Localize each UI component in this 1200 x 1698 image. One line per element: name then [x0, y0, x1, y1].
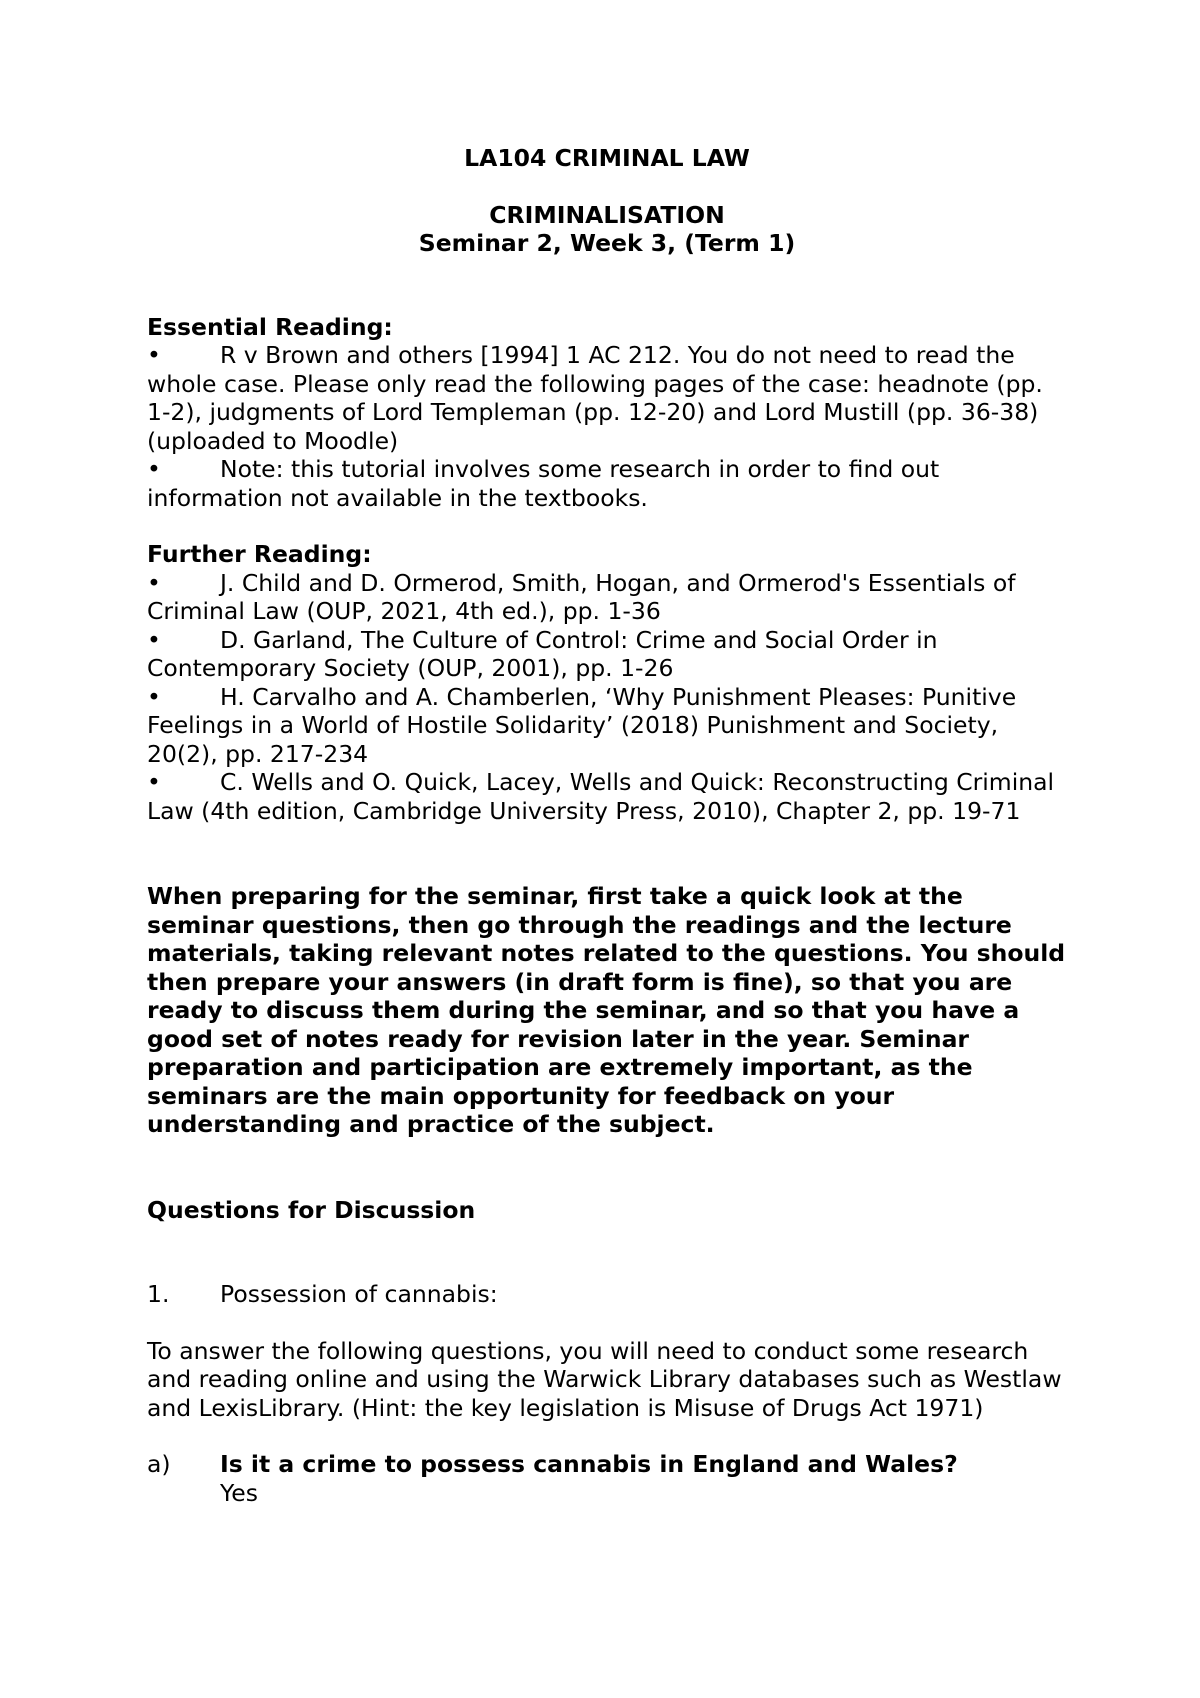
essential-reading-item — [147, 341, 1067, 455]
bullet-icon: • — [147, 455, 161, 483]
session-subtitle: Seminar 2, Week 3, (Term 1) — [418, 229, 796, 257]
topic-title: CRIMINALISATION — [489, 200, 725, 229]
further-reading-item — [147, 569, 1067, 626]
essential-reading-text: R v Brown and others [1994] 1 AC 212. You do not need to read the whole case. Please only read the following pages of the case: headnote (pp. 1-2), judgments of Lord Templeman (pp. 12-20) and Lord Mustill (pp. 36-38) (uploaded to Moodle) — [147, 341, 1043, 455]
sub-question-letter: a) — [147, 1450, 171, 1478]
further-reading-item — [147, 768, 1067, 825]
seminar-instructions: When preparing for the seminar, first take a quick look at the seminar questions, then go through the readings and the lecture materials, taking relevant notes related to the questions. You should then prepare your answers (in draft form is fine), so that you are ready to discuss them during the seminar, and so that you have a good set of notes ready for revision later in the year. Seminar preparation and participation are extremely important, as the seminars are the main opportunity for feedback on your understanding and practice of the subject. — [147, 882, 1066, 1138]
bullet-icon: • — [147, 625, 161, 654]
questions-heading: Questions for Discussion — [147, 1195, 476, 1224]
bullet-icon: • — [147, 568, 161, 597]
further-reading-item — [147, 626, 1067, 683]
further-reading-text: H. Carvalho and A. Chamberlen, ‘Why Punishment Pleases: Punitive Feelings in a World of Hostile Solidarity’ (2018) Punishment and Society, 20(2), pp. 217-234 — [147, 682, 1017, 768]
further-reading-text: J. Child and D. Ormerod, Smith, Hogan, and Ormerod's Essentials of Criminal Law (OUP, 2021, 4th ed.), pp. 1-36 — [147, 568, 1016, 625]
essential-reading-heading: Essential Reading: — [147, 312, 393, 341]
essential-reading-text: Note: this tutorial involves some research in order to find out information not available in the textbooks. — [147, 455, 940, 512]
sub-question-a — [147, 1450, 1067, 1507]
further-reading-heading: Further Reading: — [147, 540, 372, 568]
question-1 — [147, 1280, 1067, 1309]
further-reading-text: D. Garland, The Culture of Control: Crime and Social Order in Contemporary Society (OUP, 2001), pp. 1-26 — [147, 625, 938, 682]
bullet-icon: • — [147, 768, 161, 796]
sub-question-a-answer: Yes — [220, 1478, 258, 1507]
further-reading-text: C. Wells and O. Quick, Lacey, Wells and Quick: Reconstructing Criminal Law (4th edition, Cambridge University Press, 2010), Chapter 2, pp. 19-71 — [147, 768, 1055, 825]
sub-question-a-text: Is it a crime to possess cannabis in England and Wales? — [220, 1450, 958, 1478]
question-intro: To answer the following questions, you will need to conduct some research and reading online and using the Warwick Library databases such as Westlaw and LexisLibrary. (Hint: the key legislation is Misuse of Drugs Act 1971) — [147, 1336, 1062, 1422]
essential-reading-item — [147, 455, 1067, 512]
course-title: LA104 CRIMINAL LAW — [464, 144, 750, 172]
bullet-icon: • — [147, 341, 161, 369]
document-body — [147, 144, 1067, 1507]
question-number: 1. — [147, 1280, 170, 1308]
question-1-title: Possession of cannabis: — [220, 1280, 498, 1308]
bullet-icon: • — [147, 682, 161, 711]
further-reading-item — [147, 683, 1067, 769]
